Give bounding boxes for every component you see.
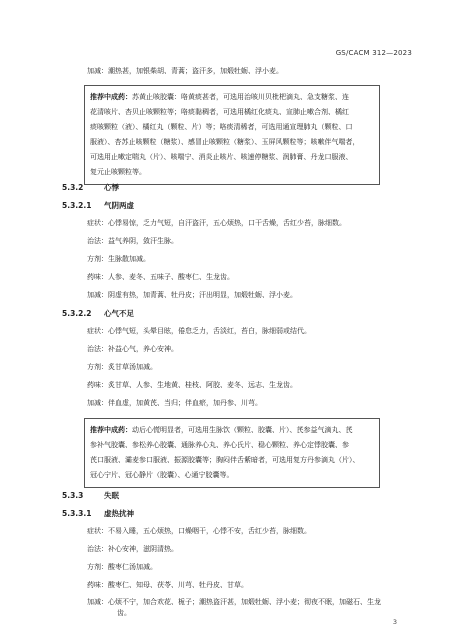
treatment-line: 治法：益气养阴，敛汗生脉。 xyxy=(87,237,178,245)
section-heading-insomnia: 5.3.3 失眠 xyxy=(62,491,119,500)
box-lead: 推荐中成药： xyxy=(90,426,132,434)
standard-code: GS/CACM 312—2023 xyxy=(335,49,412,57)
box-line: 可选用止嗽定喘丸（片）、咳喘宁、消炎止咳片、咳速停糖浆、润肺膏、丹龙口服液、 xyxy=(90,153,353,161)
box-line: 冠心宁片、冠心静片（胶囊）、心通宁胶囊等。 xyxy=(90,471,234,479)
symptom-line: 症状：心悸气短，头晕目眩，倦怠乏力，舌淡红，苔白，脉细弱或结代。 xyxy=(87,327,311,335)
treatment-line: 治法：补心安神，滋阴清热。 xyxy=(87,545,178,553)
section-heading-palpitation: 5.3.2 心悸 xyxy=(62,183,119,192)
subsection-heading-deficiency-heat: 5.3.3.1 虚热扰神 xyxy=(62,509,134,518)
box-line: 芪口服液、灞麦参口服液、振源胶囊等；胸闷伴舌紫暗者，可选用复方丹参滴丸（片）、 xyxy=(90,456,360,464)
symptom-line: 症状：心悸易惊，乏力气短，自汗盗汗，五心烦热，口干舌燥，舌红少苔，脉细数。 xyxy=(87,219,346,227)
formula-line: 方剂：酸枣仁汤加减。 xyxy=(87,563,157,571)
paragraph-modification: 加减：潮热甚，加银柴胡、青蒿；盗汗多，加煅牡蛎、浮小麦。 xyxy=(87,67,283,75)
box-line: 痰咳颗粒（液）、橘红丸（颗粒、片）等；咯痰清稀者，可选用通宣理肺丸（颗粒、口 xyxy=(90,123,353,131)
recommended-medicine-box-palpitation xyxy=(84,418,380,488)
modification-line: 加减：伴血虚，加黄芪、当归；伴血瘀，加丹参、川芎。 xyxy=(87,399,262,407)
herbs-line: 药味：人参、麦冬、五味子、酸枣仁、生龙齿。 xyxy=(87,273,234,281)
herbs-line: 药味：酸枣仁、知母、茯苓、川芎、牡丹皮、甘草。 xyxy=(87,581,248,589)
symptom-line: 症状：不易入睡，五心烦热，口燥咽干，心悸不安，舌红少苔，脉细数。 xyxy=(87,527,311,535)
box-line: 参补气胶囊、参松养心胶囊、通脉养心丸、养心氏片、稳心颗粒、养心定悸胶囊、参 xyxy=(90,441,349,449)
box-line: 服液）、杏苏止咳颗粒（糖浆）、感冒止咳颗粒（糖浆）、玉屏风颗粒等；咳嗽伴气喘者， xyxy=(90,138,360,146)
subsection-heading-heart-qi-deficiency: 5.3.2.2 心气不足 xyxy=(62,309,134,318)
modification-line: 加减：心烦不宁，加合欢花、栀子；潮热盗汗甚，加煅牡蛎、浮小麦；彻夜不眠，加磁石、生龙 xyxy=(87,598,381,606)
page-number: 3 xyxy=(392,618,397,626)
box-line: 复元止咳颗粒等。 xyxy=(90,168,146,176)
modification-line: 加减：阴虚有热，加青蒿、牡丹皮；汗出明显，加煅牡蛎、浮小麦。 xyxy=(87,291,297,299)
formula-line: 方剂：炙甘草汤加减。 xyxy=(87,363,157,371)
box-line: 动后心慌明显者，可选用生脉饮（颗粒、胶囊、片）、芪参益气滴丸、芪 xyxy=(132,426,353,434)
modification-line-wrap: 齿。 xyxy=(117,609,131,617)
box-line: 花清咳片、杏贝止咳颗粒等；咯痰黏稠者，可选用橘红化痰丸、宣肺止嗽合剂、橘红 xyxy=(90,108,349,116)
subsection-heading-qi-yin-deficiency: 5.3.2.1 气阴两虚 xyxy=(62,201,134,210)
recommended-medicine-box-cough xyxy=(84,85,380,185)
box-line: 苏黄止咳胶囊：咯黄痰甚者，可选用治咳川贝枇杷滴丸、急支糖浆、连 xyxy=(132,93,349,101)
box-lead: 推荐中成药： xyxy=(90,93,132,101)
treatment-line: 治法：补益心气，养心安神。 xyxy=(87,345,178,353)
formula-line: 方剂：生脉散加减。 xyxy=(87,255,150,263)
herbs-line: 药味：炙甘草、人参、生地黄、桂枝、阿胶、麦冬、远志、生龙齿。 xyxy=(87,381,297,389)
